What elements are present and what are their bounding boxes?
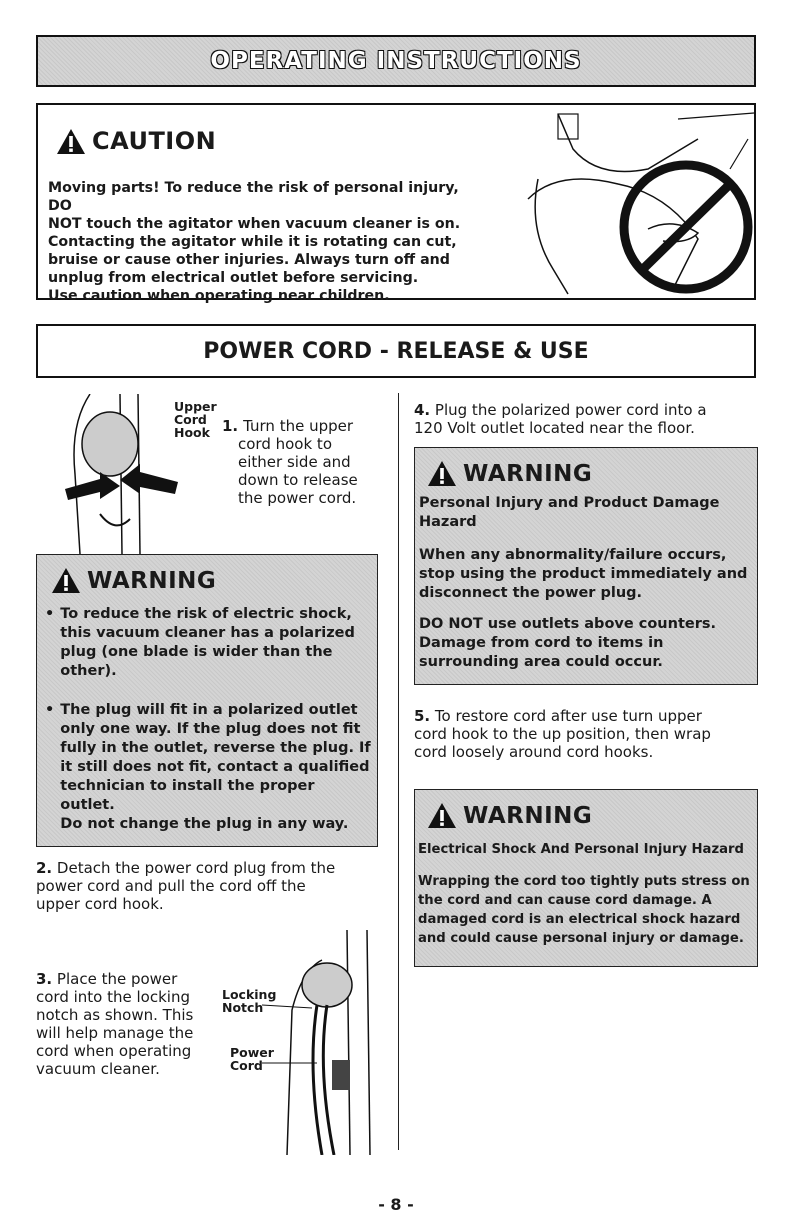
step-line: To restore cord after use turn upper xyxy=(434,707,702,725)
polarized-plug-warning xyxy=(36,554,378,847)
step-line: notch as shown. This xyxy=(36,1006,194,1024)
caution-line: NOT touch the agitator when vacuum cleaner is on. xyxy=(48,216,461,232)
step-line: will help manage the xyxy=(36,1024,194,1042)
bullet-line: Do not change the plug in any way. xyxy=(60,816,349,832)
warning-line: and could cause personal injury or damage. xyxy=(418,931,744,946)
label-line: Power xyxy=(230,1045,274,1060)
warning-triangle-icon xyxy=(51,567,81,594)
warning-line: stop using the product immediately and xyxy=(419,566,748,582)
warning-paragraph xyxy=(419,615,755,672)
label-line: Notch xyxy=(222,1000,264,1015)
warning-title: WARNING xyxy=(87,567,217,594)
warning-paragraph xyxy=(419,546,755,603)
warning-paragraph xyxy=(419,494,755,532)
caution-line: Contacting the agitator while it is rotating can cut, xyxy=(48,234,457,250)
step-1 xyxy=(222,417,382,507)
bullet-line: this vacuum cleaner has a polarized xyxy=(60,625,355,641)
caution-text xyxy=(48,179,478,305)
step-line: down to release xyxy=(238,471,358,489)
warning-heading xyxy=(51,567,216,594)
step-3 xyxy=(36,970,236,1078)
label-line: Hook xyxy=(174,425,210,440)
upper-cord-hook-illustration xyxy=(60,394,180,554)
caution-line: Use caution when operating near children. xyxy=(48,288,390,304)
warning-line: Personal Injury and Product Damage xyxy=(419,495,720,511)
warning-line: disconnect the power plug. xyxy=(419,585,643,601)
step-line: 120 Volt outlet located near the floor. xyxy=(414,419,695,437)
step-line: either side and xyxy=(238,453,351,471)
step-line: cord hook to the up position, then wrap xyxy=(414,725,711,743)
bullet-line: it still does not fit, contact a qualified xyxy=(60,759,370,775)
step-number: 1. xyxy=(222,417,239,435)
caution-line: bruise or cause other injuries. Always turn off and xyxy=(48,252,450,268)
step-line: Turn the upper xyxy=(243,417,354,435)
upper-cord-hook-label xyxy=(174,400,217,439)
step-2 xyxy=(36,859,386,913)
agitator-prohibited-illustration xyxy=(498,109,754,297)
warning-body xyxy=(45,605,373,834)
header-bar xyxy=(36,35,756,87)
caution-title: CAUTION xyxy=(92,127,217,155)
warning-line: Damage from cord to items in xyxy=(419,635,664,651)
step-number: 3. xyxy=(36,970,53,988)
section-bar xyxy=(36,324,756,378)
warning-heading xyxy=(427,460,592,487)
page-title: OPERATING INSTRUCTIONS xyxy=(210,48,582,74)
bullet-line: The plug will fit in a polarized outlet xyxy=(60,702,358,718)
step-line: cord when operating xyxy=(36,1042,192,1060)
caution-box xyxy=(36,103,756,304)
bullet-line: only one way. If the plug does not fit xyxy=(60,721,361,737)
warning-line: surrounding area could occur. xyxy=(419,654,663,670)
bullet-line: fully in the outlet, reverse the plug. If xyxy=(60,740,371,756)
warning-line: damaged cord is an electrical shock hazard xyxy=(418,912,741,927)
step-line: Place the power xyxy=(56,970,178,988)
warning-body xyxy=(419,494,755,672)
caution-line: unplug from electrical outlet before servicing. xyxy=(48,270,419,286)
warning-line: the cord and can cause cord damage. A xyxy=(418,893,712,908)
step-line: Detach the power cord plug from the xyxy=(56,859,336,877)
warning-paragraph xyxy=(418,872,756,948)
step-line: the power cord. xyxy=(238,489,357,507)
label-line: Cord xyxy=(230,1058,263,1073)
step-line: cord into the locking xyxy=(36,988,190,1006)
section-title: POWER CORD - RELEASE & USE xyxy=(203,338,589,364)
bullet-line: other). xyxy=(60,663,117,679)
column-divider xyxy=(398,393,399,1150)
step-line: vacuum cleaner. xyxy=(36,1060,160,1078)
bullet-marker: • xyxy=(45,702,55,718)
locking-notch-illustration xyxy=(262,930,387,1155)
outlet-warning xyxy=(414,447,758,685)
warning-line: Hazard xyxy=(419,514,477,530)
warning-bullet xyxy=(45,605,373,681)
step-4 xyxy=(414,401,759,437)
bullet-marker: • xyxy=(45,606,55,622)
label-line: Cord xyxy=(174,412,207,427)
warning-bullet xyxy=(45,701,373,834)
step-number: 5. xyxy=(414,707,431,725)
caution-heading xyxy=(56,127,216,155)
step-line: cord loosely around cord hooks. xyxy=(414,743,654,761)
bullet-line: To reduce the risk of electric shock, xyxy=(60,606,352,622)
warning-line: Electrical Shock And Personal Injury Hazard xyxy=(418,842,744,857)
page-number: - 8 - xyxy=(378,1195,414,1214)
label-line: Upper xyxy=(174,399,217,414)
bullet-line: plug (one blade is wider than the xyxy=(60,644,333,660)
warning-line: Wrapping the cord too tightly puts stress on xyxy=(418,874,750,889)
bullet-line: technician to install the proper outlet. xyxy=(60,778,315,813)
step-line: cord hook to xyxy=(238,435,332,453)
caution-line: Moving parts! To reduce the risk of personal injury, DO xyxy=(48,180,459,214)
warning-line: When any abnormality/failure occurs, xyxy=(419,547,727,563)
step-line: power cord and pull the cord off the xyxy=(36,877,306,895)
warning-title: WARNING xyxy=(463,802,593,829)
cord-wrap-warning xyxy=(414,789,758,967)
step-line: Plug the polarized power cord into a xyxy=(434,401,707,419)
warning-triangle-icon xyxy=(427,802,457,829)
warning-title: WARNING xyxy=(463,460,593,487)
step-line: upper cord hook. xyxy=(36,895,164,913)
warning-line: DO NOT use outlets above counters. xyxy=(419,616,716,632)
warning-triangle-icon xyxy=(427,460,457,487)
warning-triangle-icon xyxy=(56,128,86,155)
warning-body xyxy=(418,840,756,948)
step-number: 2. xyxy=(36,859,53,877)
warning-heading xyxy=(427,802,592,829)
step-number: 4. xyxy=(414,401,431,419)
step-5 xyxy=(414,707,759,761)
label-line: Locking xyxy=(222,987,277,1002)
